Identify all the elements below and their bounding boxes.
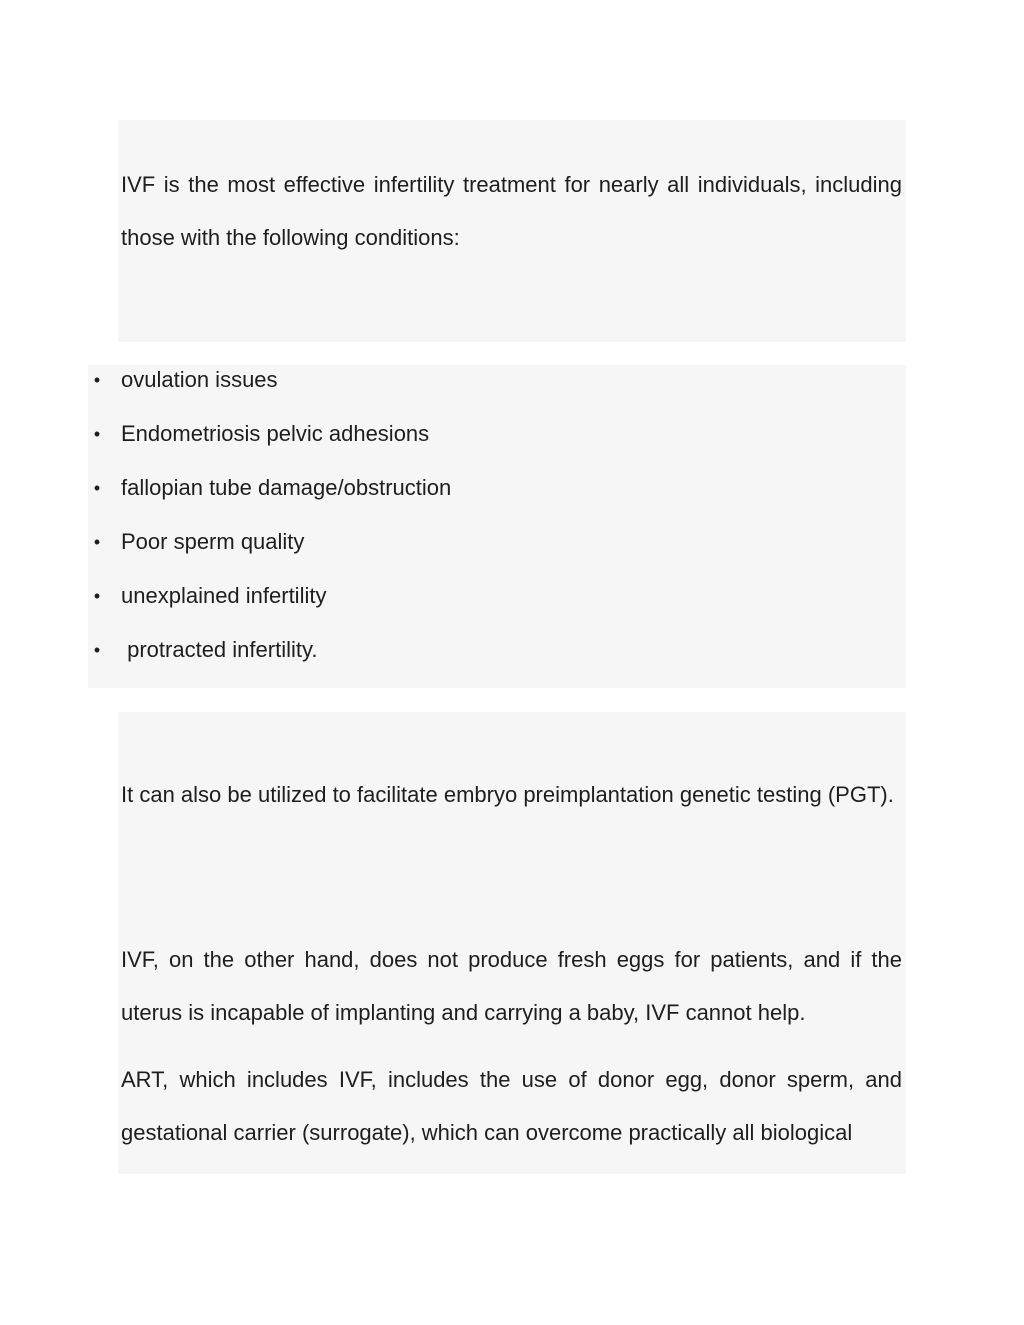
bullet-icon: • xyxy=(93,532,101,552)
conditions-section xyxy=(88,365,906,688)
bullet-icon: • xyxy=(93,478,101,498)
condition-label: unexplained infertility xyxy=(121,583,327,608)
intro-section xyxy=(118,120,906,342)
list-item xyxy=(88,527,906,557)
condition-label: Poor sperm quality xyxy=(121,529,305,554)
art-paragraph: ART, which includes IVF, includes the use of donor egg, donor sperm, and gestational carrier (surrogate), which can overcome practically all biological xyxy=(121,1067,902,1145)
intro-paragraph: IVF is the most effective infertility treatment for nearly all individuals, including those with the following conditions: xyxy=(121,172,902,250)
bullet-icon: • xyxy=(93,586,101,606)
list-item xyxy=(88,581,906,611)
condition-label: fallopian tube damage/obstruction xyxy=(121,475,452,500)
list-item xyxy=(88,365,906,395)
pgt-paragraph: It can also be utilized to facilitate embryo preimplantation genetic testing (PGT). xyxy=(121,782,894,807)
condition-label: Endometriosis pelvic adhesions xyxy=(121,421,430,446)
list-item xyxy=(88,419,906,449)
condition-label: ovulation issues xyxy=(121,367,278,392)
condition-label: protracted infertility. xyxy=(121,637,318,662)
list-item xyxy=(88,635,906,665)
list-item xyxy=(88,473,906,503)
bullet-icon: • xyxy=(93,370,101,390)
limitation-paragraph: IVF, on the other hand, does not produce fresh eggs for patients, and if the uterus is incapable of implanting and carrying a baby, IVF cannot help. xyxy=(121,947,902,1025)
bullet-icon: • xyxy=(93,424,101,444)
details-section xyxy=(118,712,906,1174)
bullet-icon: • xyxy=(93,640,101,660)
